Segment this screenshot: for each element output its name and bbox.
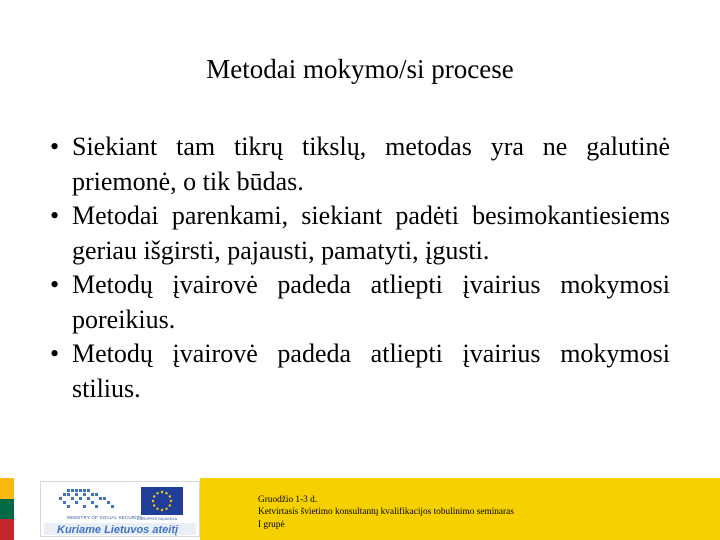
slide-title: Metodai mokymo/si procese	[206, 54, 514, 84]
flag-stripe-green	[0, 499, 14, 520]
footer-seminar: Ketvirtasis švietimo konsultantų kvalifikacijos tobulinimo seminaras	[258, 507, 514, 518]
eu-caption: EUROPOS SĄJUNGA	[137, 516, 178, 521]
slogan-text: Kuriame Lietuvos ateitį	[57, 524, 179, 536]
bullet-marker: •	[50, 132, 60, 161]
bullet-item	[50, 268, 670, 337]
esf-logo-text: MINISTRY OF SOCIAL SECURITY	[67, 515, 143, 520]
bullet-marker: •	[50, 201, 60, 230]
bullet-text: Siekiant tam tikrų tikslų, metodas yra ne galutinė priemonė, o tik būdas.	[72, 132, 670, 196]
eu-flag-icon	[141, 487, 183, 515]
footer-date: Gruodžio 1-3 d.	[258, 495, 318, 505]
bullet-list	[50, 130, 670, 406]
bullet-marker: •	[50, 339, 60, 368]
footer-group: I grupė	[258, 519, 285, 530]
bullet-text: Metodų įvairovė padeda atliepti įvairius mokymosi stilius.	[72, 339, 670, 403]
footer-caption	[258, 494, 678, 531]
flag-stripe-yellow	[0, 478, 14, 499]
bullet-text: Metodų įvairovė padeda atliepti įvairius mokymosi poreikius.	[72, 270, 670, 334]
bullet-marker: •	[50, 270, 60, 299]
bullet-item	[50, 337, 670, 406]
sponsor-logo	[40, 481, 200, 537]
flag-stripe-red	[0, 519, 14, 540]
esf-logo-icon	[45, 485, 133, 515]
lithuanian-flag-icon	[0, 478, 14, 540]
bullet-item	[50, 130, 670, 199]
bullet-text: Metodai parenkami, siekiant padėti besimokantiesiems geriau išgirsti, pajausti, pamatyti, įgusti.	[72, 201, 670, 265]
bullet-item	[50, 199, 670, 268]
